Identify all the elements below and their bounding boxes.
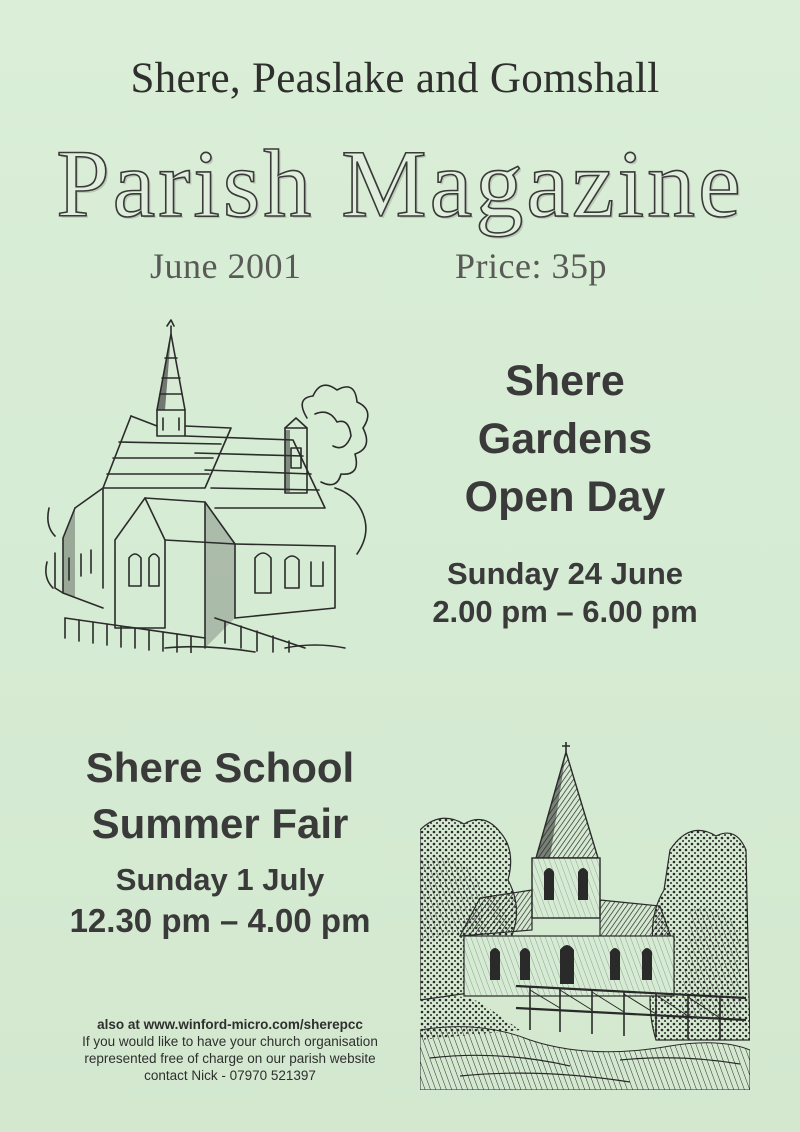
event-title-line: Gardens	[477, 415, 653, 463]
event-title-line: Shere School	[85, 744, 355, 791]
summer-fair-date: Sunday 1 July	[115, 862, 325, 897]
notice-line: If you would like to have your church organisation	[82, 1034, 378, 1049]
gardens-open-day-time: 2.00 pm – 6.00 pm	[432, 594, 698, 629]
notice-line: represented free of charge on our parish website	[84, 1051, 376, 1066]
gardens-open-day-date: Sunday 24 June	[446, 556, 684, 591]
church-sketch-icon	[45, 318, 375, 653]
event-title-line: Open Day	[464, 473, 666, 521]
church-engraving-icon	[420, 740, 750, 1090]
summer-fair-title	[30, 740, 410, 852]
cover-price: Price: 35p	[455, 246, 607, 286]
issue-date: June 2001	[150, 246, 302, 286]
parishes-subtitle: Shere, Peaslake and Gomshall	[130, 55, 660, 102]
event-title-line: Shere	[505, 357, 625, 405]
website-link[interactable]: also at www.winford-micro.com/sherepcc	[97, 1017, 363, 1032]
website-notice	[40, 1016, 420, 1084]
summer-fair-time: 12.30 pm – 4.00 pm	[69, 902, 371, 939]
contact-line: contact Nick - 07970 521397	[144, 1068, 316, 1083]
magazine-title: Parish Magazine	[56, 130, 744, 237]
event-title-line: Summer Fair	[91, 800, 349, 847]
gardens-open-day-title	[400, 352, 730, 526]
